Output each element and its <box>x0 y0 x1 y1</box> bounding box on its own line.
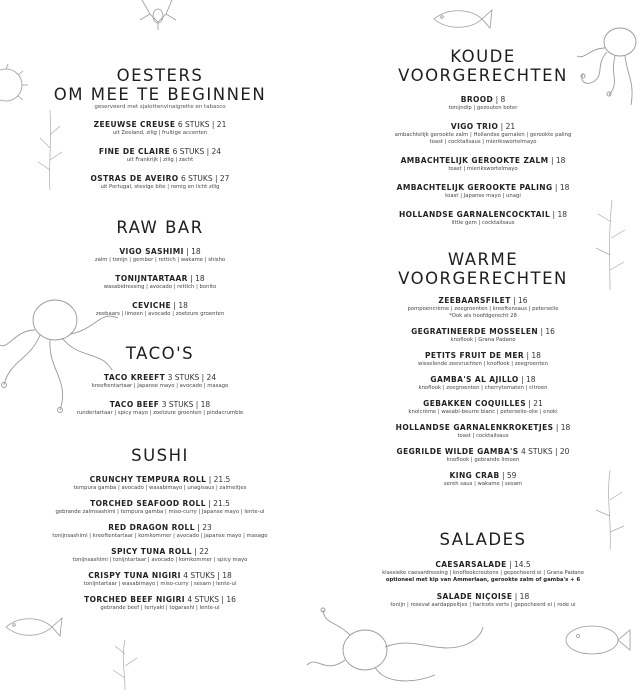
lobster-illustration <box>132 0 182 30</box>
item-name: KING CRAB <box>449 471 500 480</box>
menu-item <box>0 547 320 564</box>
item-price: 4 STUKS | 16 <box>187 595 236 604</box>
item-name: TORCHED BEEF NIGIRI <box>84 595 185 604</box>
section-title: SALADES <box>439 530 527 549</box>
item-name: AMBACHTELIJK GEROOKTE ZALM <box>400 156 549 165</box>
item-description: uit Frankrijk | zilig | zacht <box>126 157 194 163</box>
item-name: VIGO TRIO <box>450 122 499 131</box>
item-name: GEBAKKEN COQUILLES <box>423 399 526 408</box>
item-name: SALADE NIÇOISE <box>436 592 513 601</box>
item-description: ambachtelijk gerookte zalm | Hollandse garnalen | gerookte paling <box>394 132 572 138</box>
item-description: gebrande zalmsashimi | tempura gamba | miso-curry | Japanse mayo | lente-ui <box>55 509 265 515</box>
seaweed-illustration-bottom-left <box>95 640 155 690</box>
item-name: HOLLANDSE GARNALENCOCKTAIL <box>398 210 551 219</box>
menu-item <box>0 274 320 291</box>
item-description: toast | mierikswortelmayo <box>448 166 518 172</box>
section-raw-bar <box>0 218 320 318</box>
item-name: TACO BEEF <box>109 400 160 409</box>
item-name: ZEEUWSE CREUSE <box>93 120 176 129</box>
item-name: GEGRATINEERDE MOSSELEN <box>411 327 539 336</box>
menu-item <box>0 174 320 191</box>
item-price: | 16 <box>513 296 528 305</box>
section-oesters <box>0 66 320 191</box>
item-description: uit Portugal, stevige bite | romig en licht zilig <box>100 184 220 190</box>
menu-item <box>0 373 320 390</box>
item-description: rundertartaar | spicy mayo | zoetzure groenten | pindacrumble <box>76 410 244 416</box>
item-description: tonijndip | gezouten boter <box>448 105 518 111</box>
item-name: CRISPY TUNA NIGIRI <box>88 571 181 580</box>
item-description: klassieke caesardressing | knoflookcroutons | gepocheerd ei | Grana Padano <box>382 570 584 576</box>
item-price: | 21.5 <box>208 475 231 484</box>
menu-item <box>323 156 640 173</box>
section-warme-voorgerechten <box>323 250 640 488</box>
item-description: sereh saus | wakame | sesam <box>443 481 523 487</box>
item-name: CRUNCHY TEMPURA ROLL <box>89 475 207 484</box>
section-sushi <box>0 446 320 612</box>
flatfish-illustration-bottom-right <box>562 620 632 660</box>
item-note: *Ook als hoofdgerecht 28 <box>449 313 517 319</box>
item-description: toast | cocktailsaus <box>457 433 509 439</box>
item-price: | 18 <box>173 301 188 310</box>
section-title: OESTERS OM MEE TE BEGINNEN <box>53 66 267 104</box>
menu-item <box>323 351 640 368</box>
item-price: | 21 <box>528 399 543 408</box>
item-name: AMBACHTELIJK GEROOKTE PALING <box>396 183 553 192</box>
menu-item <box>0 147 320 164</box>
section-tacos <box>0 344 320 417</box>
item-price: | 22 <box>194 547 209 556</box>
item-price: 6 STUKS | 27 <box>180 174 230 183</box>
item-description: zalm | tonijn | gember | rettich | wakame | shisho <box>94 257 226 263</box>
item-price: | 14.5 <box>509 560 531 569</box>
item-name: SPICY TUNA ROLL <box>111 547 192 556</box>
item-name: TORCHED SEAFOOD ROLL <box>90 499 206 508</box>
menu-item <box>323 375 640 392</box>
item-description: tonijn | rosevał aardappeltjes | haricots verts | gepocheerd ei | rode ui <box>390 602 576 608</box>
item-description: tempura gamba | avocado | wasabimayo | unagisaus | zalmeitjes <box>73 485 247 491</box>
item-name: HOLLANDSE GARNALENKROKETJES <box>395 423 554 432</box>
item-description: zeebaars | limoen | avocado | zoetzure groenten <box>95 311 225 317</box>
item-name: CAESARSALADE <box>435 560 507 569</box>
item-price: 3 STUKS | 24 <box>167 373 217 382</box>
section-title: SUSHI <box>131 446 189 465</box>
item-name: CEVICHE <box>132 301 172 310</box>
item-note: optioneel met kip van Ammerlaan, gerookte zalm of gamba's + 6 <box>385 577 581 583</box>
item-name: RED DRAGON ROLL <box>108 523 195 532</box>
fish-illustration-top-right <box>432 6 494 32</box>
menu-item <box>0 301 320 318</box>
item-description: gebrande beef | teriyaki | togarashi | lente-ui <box>100 605 220 611</box>
menu-item <box>0 571 320 588</box>
item-name: OSTRAS DE AVEIRO <box>90 174 179 183</box>
item-name: TONIJNTARTAAR <box>115 274 188 283</box>
item-price: | 8 <box>495 95 506 104</box>
item-price: | 18 <box>555 423 571 432</box>
item-price: 4 STUKS | 18 <box>183 571 232 580</box>
item-description: tonijnsashimi | tonijntartaar | avocado | komkommer | spicy mayo <box>72 557 248 563</box>
item-price: | 18 <box>514 592 530 601</box>
menu-item <box>323 296 640 320</box>
section-koude-voorgerechten <box>323 47 640 227</box>
item-note: toast | cocktailsaus | mierikswortelmayo <box>429 139 537 145</box>
menu-item <box>323 423 640 440</box>
item-price: | 18 <box>552 210 567 219</box>
menu-item <box>323 122 640 146</box>
item-price: | 23 <box>197 523 212 532</box>
menu-item <box>0 120 320 137</box>
fish-illustration-bottom-left <box>4 612 64 642</box>
menu-item <box>0 499 320 516</box>
item-price: | 18 <box>554 183 570 192</box>
item-name: TACO KREEFT <box>103 373 166 382</box>
item-price: | 18 <box>521 375 536 384</box>
octopus-illustration-bottom <box>305 605 485 690</box>
section-title: RAW BAR <box>116 218 204 237</box>
item-name: GAMBA'S AL AJILLO <box>430 375 519 384</box>
item-description: toast | Japanse mayo | unagi <box>445 193 521 199</box>
item-name: GEGRILDE WILDE GAMBA'S <box>396 447 519 456</box>
section-title: TACO'S <box>125 344 195 363</box>
section-salades <box>323 530 640 609</box>
item-description: pompoencrème | zeegroenten | kreeftensaus | peterselie <box>407 306 559 312</box>
item-price: | 21 <box>500 122 516 131</box>
item-name: PETITS FRUIT DE MER <box>425 351 525 360</box>
section-title: KOUDE VOORGERECHTEN <box>398 47 568 85</box>
item-name: ZEEBAARSFILET <box>438 296 511 305</box>
menu-item <box>0 523 320 540</box>
item-name: FINE DE CLAIRE <box>98 147 171 156</box>
item-price: | 16 <box>540 327 555 336</box>
item-description: tonijntartaar | wasabimayo | miso-curry | sesam | lente-ui <box>83 581 237 587</box>
item-price: 6 STUKS | 24 <box>172 147 222 156</box>
item-name: BROOD <box>460 95 494 104</box>
menu-item <box>323 592 640 609</box>
item-description: knoflook | zeegroenten | cherrytomaten | citroen <box>418 385 548 391</box>
item-description: kreeftentartaar | Japanse mayo | avocado | masago <box>91 383 229 389</box>
menu-item <box>323 399 640 416</box>
item-description: wisselende zeevruchten | knoflook | zeegroenten <box>417 361 549 367</box>
menu-item <box>323 327 640 344</box>
item-name: VIGO SASHIMI <box>119 247 184 256</box>
item-description: knoflook | Grana Padano <box>450 337 516 343</box>
item-price: | 18 <box>526 351 541 360</box>
menu-item <box>0 400 320 417</box>
menu-item <box>323 210 640 227</box>
item-price: | 59 <box>501 471 517 480</box>
item-description: tonijnsashimi | kreeftentartaar | komkommer | avocado | Japanse mayo | masago <box>52 533 268 539</box>
section-subtitle: geserveerd met sjalottenvinaigrette en tabasco <box>94 104 226 110</box>
item-description: wasabidressing | avocado | rettich | bonito <box>103 284 217 290</box>
item-description: uit Zeeland, zilig | fruitige accenten <box>112 130 208 136</box>
item-price: | 18 <box>190 274 205 283</box>
menu-item <box>0 247 320 264</box>
item-price: | 18 <box>550 156 566 165</box>
item-price: 3 STUKS | 18 <box>161 400 211 409</box>
item-description: little gem | cocktailsaus <box>451 220 515 226</box>
item-price: | 18 <box>186 247 201 256</box>
item-price: 4 STUKS | 20 <box>520 447 570 456</box>
menu-item <box>323 447 640 464</box>
menu-item <box>323 183 640 200</box>
menu-item <box>323 95 640 112</box>
item-price: | 21.5 <box>208 499 230 508</box>
section-title: WARME VOORGERECHTEN <box>398 250 568 288</box>
item-description: knoflook | gebrande limoen <box>446 457 520 463</box>
item-price: 6 STUKS | 21 <box>177 120 227 129</box>
menu-item <box>0 595 320 612</box>
menu-item <box>0 475 320 492</box>
menu-item <box>323 560 640 584</box>
item-description: knolcrème | wasabi-beurre blanc | peterselie-olie | enoki <box>408 409 558 415</box>
menu-item <box>323 471 640 488</box>
